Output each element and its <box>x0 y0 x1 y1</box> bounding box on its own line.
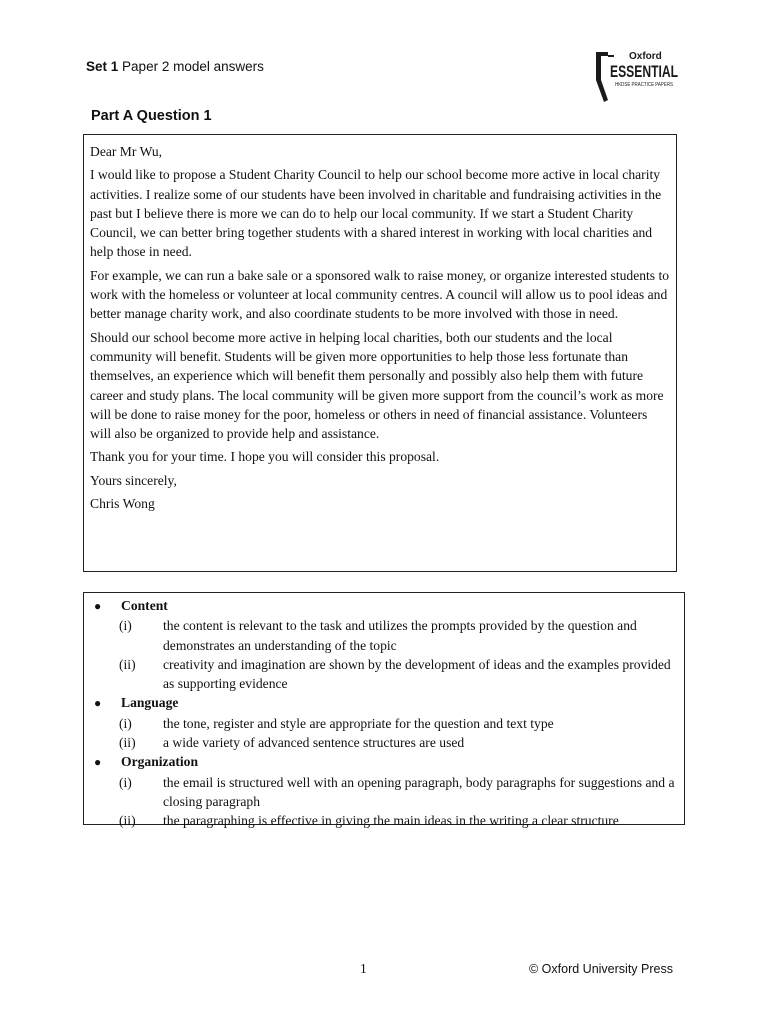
letter-closing: Yours sincerely, <box>90 472 177 488</box>
header-label <box>86 59 264 74</box>
set-label: Set 1 <box>86 59 119 74</box>
letter-paragraph: I would like to propose a Student Charity Council to help our school become more active in local charity activities. I realize some of our students have been involved in charitable and fundraising activities in the past but I believe there is more we can do to help our local community. If we start a Student Charity Council, we can better bring together students with a shared interest in working with local charities and help those in need. <box>90 167 662 260</box>
oxford-essential-logo <box>592 46 692 104</box>
letter-paragraph: Thank you for your time. I hope you will consider this proposal. <box>90 449 440 465</box>
criteria-item-number: (i) <box>119 774 132 790</box>
criteria-item-text: the email is structured well with an opening paragraph, body paragraphs for suggestions and a closing paragraph <box>163 774 675 809</box>
criteria-item <box>90 811 678 830</box>
criteria-category-label: Content <box>121 598 168 613</box>
letter-signature: Chris Wong <box>90 496 155 512</box>
bullet-icon: ● <box>94 599 102 613</box>
svg-text:ESSENTIAL: ESSENTIAL <box>610 62 678 81</box>
criteria-item-text: the content is relevant to the task and utilizes the prompts provided by the question and demonstrates an understanding of the topic <box>163 618 637 653</box>
letter-paragraph: For example, we can run a bake sale or a sponsored walk to raise money, or organize interested students to work with the homeless or volunteer at local community centres. A council will allow us to pool ideas and better manage charity work, and also coordinate students to be more involved with those in need. <box>90 267 670 322</box>
bullet-icon: ● <box>94 755 102 770</box>
letter-paragraph: Should our school become more active in helping local charities, both our students and the local community will benefit. Students will be given more opportunities to help those less fortunate than themselves, an experience which will benefit them personally and possibly also help them with future career and study plans. The local community will be given more support from the council’s work as more will be done to raise money for the poor, homeless or others in need of financial assistance. Volunteers will also be organized to provide help and assistance. <box>90 329 664 442</box>
criteria-item-number: (ii) <box>119 656 136 672</box>
criteria-category <box>90 752 678 772</box>
criteria-item <box>90 655 678 694</box>
criteria-item <box>90 773 678 812</box>
criteria-item-number: (ii) <box>119 813 136 829</box>
copyright-notice: © Oxford University Press <box>529 962 673 976</box>
svg-text:HKDSE PRACTICE PAPERS: HKDSE PRACTICE PAPERS <box>615 82 674 88</box>
criteria-category-label: Language <box>121 695 179 711</box>
page-number: 1 <box>360 961 367 976</box>
letter-salutation: Dear Mr Wu, <box>90 144 163 159</box>
bullet-icon: ● <box>94 696 102 711</box>
criteria-item-number: (ii) <box>119 735 136 751</box>
header-title: Paper 2 model answers <box>122 59 264 74</box>
criteria-category <box>90 596 678 616</box>
marking-criteria <box>83 592 685 829</box>
criteria-category <box>90 693 678 713</box>
svg-text:Oxford: Oxford <box>629 51 662 62</box>
criteria-item <box>90 616 678 655</box>
criteria-item-text: creativity and imagination are shown by the development of ideas and the examples provided as supporting evidence <box>163 656 671 692</box>
criteria-item <box>90 733 678 752</box>
criteria-item-text: the paragraphing is effective in giving the main ideas in the writing a clear structure <box>163 813 619 829</box>
criteria-item <box>90 714 678 733</box>
model-answer-letter <box>83 134 677 572</box>
criteria-item-number: (i) <box>119 618 132 634</box>
criteria-category-label: Organization <box>121 754 199 770</box>
section-title: Part A Question 1 <box>91 108 212 124</box>
criteria-item-text: the tone, register and style are appropriate for the question and text type <box>163 715 554 731</box>
criteria-item-number: (i) <box>119 715 132 731</box>
criteria-item-text: a wide variety of advanced sentence structures are used <box>163 735 465 751</box>
